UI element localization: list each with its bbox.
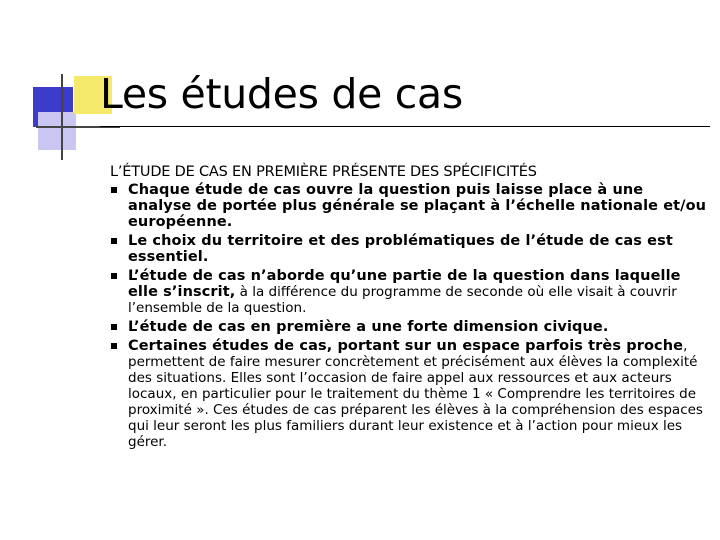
square-bullet-icon	[111, 273, 117, 279]
bullet-bold-text: L’étude de cas n’aborde qu’une partie de la question dans laquelle elle s’inscrit,	[128, 268, 681, 300]
bullet-bold-text: Le choix du territoire et des problématiques de l’étude de cas est essentiel.	[128, 233, 673, 265]
bullet-list	[110, 182, 710, 450]
square-bullet-icon	[111, 324, 117, 330]
title-underline	[100, 126, 710, 127]
square-bullet-icon	[111, 343, 117, 349]
decor-vertical-line	[61, 74, 63, 160]
bullet-bold-text: L’étude de cas en première a une forte dimension civique.	[128, 319, 609, 335]
bullet-bold-text: Certaines études de cas, portant sur un espace parfois très proche	[128, 338, 684, 354]
bullet-normal-text: , permettent de faire mesurer concrètement et précisément aux élèves la complexité des situations. Elles sont l’occasion de faire appel aux ressources et aux acteurs locaux, en particulier pour le traitement du thème 1 « Comprendre les territoires de proximité ». Ces études de cas préparent les élèves à la compréhension des espaces qui leur seront les plus familiers durant leur existence et à l’action pour mieux les gérer.	[128, 338, 703, 450]
bullet-normal-text: à la différence du programme de seconde où elle visait à couvrir l’ensemble de la question.	[128, 284, 677, 316]
slide-title: Les études de cas	[100, 70, 463, 118]
slide-content	[110, 164, 710, 453]
subheading: L’ÉTUDE DE CAS EN PREMIÈRE PRÉSENTE DES SPÉCIFICITÉS	[110, 164, 537, 180]
decor-lilac-square	[38, 112, 76, 150]
list-item	[110, 319, 710, 335]
list-item	[110, 182, 710, 230]
square-bullet-icon	[111, 238, 117, 244]
list-item	[110, 268, 710, 316]
bullet-bold-text: Chaque étude de cas ouvre la question puis laisse place à une analyse de portée plus générale se plaçant à l’échelle nationale et/ou européenne.	[128, 182, 707, 230]
square-bullet-icon	[111, 187, 117, 193]
list-item	[110, 338, 710, 450]
list-item	[110, 233, 710, 265]
